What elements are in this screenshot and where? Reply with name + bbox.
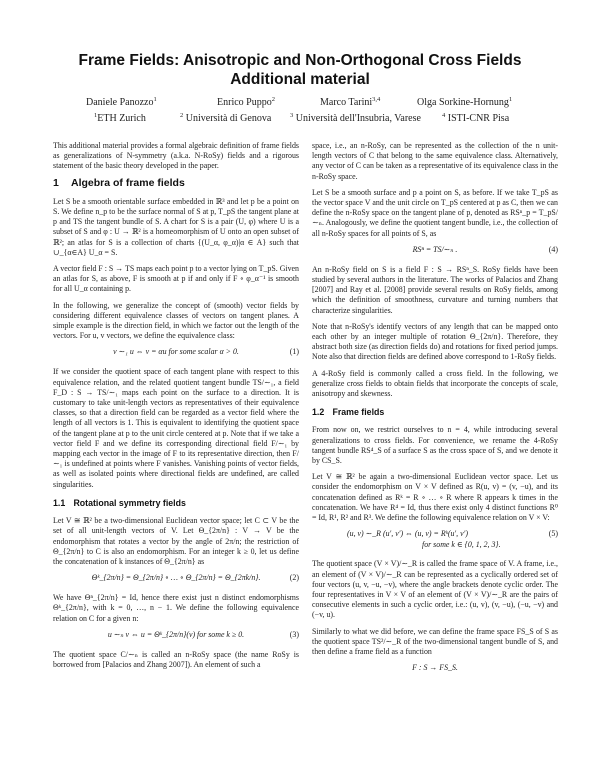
paragraph: From now on, we restrict ourselves to n = 4, while introducing several generalizations to cross fields. For convenience, we rename the 4-RoSy tangent bundle RS⁴_S of a surface S as the cross space of S, and we denote it by CS_S. (312, 425, 558, 466)
equation-1: v ∼₁ u ⇔ v = αu for some scalar α > 0. (1) (113, 347, 299, 357)
equation-5: (u, v) ∼_R (u′, v′) ⇔ (u, v) = Rᵏ(u′, v′) for some k ∈ {0, 1, 2, 3}. (5) (347, 529, 558, 550)
paragraph: A 4-RoSy field is commonly called a cross field. In the following, we generalize cross fields to obtain fields that incorporate the concepts of scale, anisotropy and skewness. (312, 368, 558, 399)
paragraph: A vector field F : S → TS maps each point p to a vector lying on T_pS. Given an atlas for S, as above, F is smooth at p if and only if F ∘ φ_α⁻¹ is smooth for all U_α containing p. (53, 264, 299, 294)
section-1-2-heading: 1.2 Frame fields (312, 407, 385, 418)
affiliation-3: $^3$ Università dell'Insubria, Varese (290, 112, 421, 124)
paragraph: Similarly to what we did before, we can define the frame space FS_S of S as the quotient space TS²/∼_R of the two-dimensional tangent bundle of S, and then define a frame field as a function (312, 626, 558, 656)
author-3: Marco Tarini$^{3,4}$ (320, 96, 381, 108)
section-1-heading: 1 Algebra of frame fields (53, 176, 185, 189)
paragraph: Let V ≅ ℝ² be a two-dimensional Euclidean vector space; let C ⊂ V be the set of all unit-length vectors of V. Let Θ_{2π/n} : V → V be the endomorphism that rotates a vector by the angle of 2π/n; the restriction of Θ_{2π/n} to C is also an endomorphism. For an integer k ≥ 0, let us define the concatenation of k instances of Θ_{2π/n} as (53, 516, 299, 566)
equation-4: RSⁿ = TS/∼ₙ . (4) (412, 244, 558, 254)
paragraph: If we consider the quotient space of each tangent plane with respect to this equivalence relation, and the related quotient tangent bundle TS/∼₁, a field F_D : S → TS/∼₁ maps each point on the surface to a direction. It is customary to take unit-length vectors as representatives of their equivalence classes, so that a direction field can be regarded as a vector field where the length of all vectors is 1. This is equivalent to identifying the quotient space of the tangent plane at p to the unit circle centered at p. Note that if we take a vector field F and we define its corresponding directional field F/∼₁ by mapping each vector in the image of F to its representative direction, then F/∼₁ is undefined at points where F vanishes. Vanishing points of vector fields, as well as isolated points where directional fields are undefined, are called singularities. (53, 367, 299, 489)
affiliation-4: $^4$ ISTI-CNR Pisa (442, 112, 510, 124)
paragraph: space, i.e., an n-RoSy, can be represented as the collection of the n unit-length vectors of C that belong to the same equivalence class. Alternatively, any vector of C can be taken as a representative of its equivalence class in the n-RoSy space. (312, 141, 558, 181)
paragraph: We have Θⁿ_{2π/n} = Id, hence there exist just n distinct endomorphisms Θᵏ_{2π/n}, with k = 0, …, n − 1. We define the following equivalence relation on C for a given n: (53, 593, 299, 623)
affiliation-1: $^1$ETH Zurich (94, 112, 146, 124)
paragraph: The quotient space C/∼ₙ is called an n-RoSy space (the name RoSy is borrowed from [Palacios and Zhang 2007]). An element of such a (53, 649, 299, 669)
right-column (312, 141, 558, 683)
equation-2: Θᵏ_{2π/n} = Θ_{2π/n} ∘ … ∘ Θ_{2π/n} = Θ_{2πk/n}. (2) (91, 573, 299, 583)
paragraph: Let V ≅ ℝ² be again a two-dimensional Euclidean vector space. Let us consider the endomorphism on V × V defined as R(u, v) = (v, −u), and its concatenation defined as Rᵏ = R ∘ … ∘ R where R appears k times in the concatenation. We have R⁴ = Id, thus there exist only 4 distinct functions R⁰ = Id, R¹, R² and R³. We define the following equivalence relation on V × V: (312, 472, 558, 523)
paper-subtitle: Additional material (230, 71, 370, 88)
equation-6: F : S → FS_S. (412, 663, 458, 673)
left-column (53, 141, 299, 676)
equation-3: u ∼ₙ v ⇔ u = Θᵏ_{2π/n}(v) for some k ≥ 0. (3) (107, 629, 299, 639)
paragraph: Let S be a smooth orientable surface embedded in ℝ³ and let p be a point on S. We define n_p to be the surface normal of S at p, T_pS the tangent plane at p and TS the tangent bundle of S. A chart for S is a pair (U, φ) where U is a subset of S and φ : U → ℝ² is a homeomorphism of U onto an open subset of ℝ²; an atlas for S is a collection of charts {(U_α, φ_α)|α ∈ A} such that ∪_{α∈A} U_α = S. (53, 196, 299, 257)
paragraph: An n-RoSy field on S is a field F : S → RSⁿ_S. RoSy fields have been studied by several authors in the literature. The works of Palacios and Zhang [2007] and Ray et al. [2008] provide several results on RoSy fields, among which the definition of smoothness, curvature and turning numbers that characterize singularities. (312, 264, 558, 315)
intro-paragraph: This additional material provides a formal algebraic definition of frame fields as generalizations of N-symmetry (a.k.a. N-RoSy) fields and a rigorous statement of the basic theory developed in the paper. (53, 141, 299, 171)
paper-title: Frame Fields: Anisotropic and Non-Orthogonal Cross Fields (78, 52, 522, 69)
paragraph: The quotient space (V × V)/∼_R is called the frame space of V. A frame, i.e., an element of (V × V)/∼_R can be represented as a cyclically ordered set of four vectors (u, v, −u, −v), where the angle brackets denote cyclic order. The four representatives in V × V of an element of (V × V)/∼_R are the pairs of consecutive elements in such a cyclic order, i.e.: (u, v), (v, −u), (−u, −v) and (−v, u). (312, 559, 558, 620)
author-4: Olga Sorkine-Hornung$^1$ (417, 96, 513, 108)
author-2: Enrico Puppo$^2$ (217, 96, 275, 108)
affiliation-2: $^2$ Università di Genova (180, 112, 272, 124)
paragraph: Let S be a smooth surface and p a point on S, as before. If we take T_pS as the vector space V and the unit circle on T_pS centered at p as C, then we can define the n-RoSy space on the tangent plane of p, denoted as RSⁿ_p = T_pS/∼ₙ. Analogously, we define the quotient tangent bundle, i.e., the collection of all n-RoSy spaces for all points of S, as (312, 187, 558, 238)
paragraph: In the following, we generalize the concept of (smooth) vector fields by considering different equivalence classes of vectors on tangent planes. A simple example is the direction field, in which we factor out the length of the vectors. For u, v vectors, we define the equivalence class: (53, 300, 299, 341)
author-1: Daniele Panozzo$^1$ (86, 96, 157, 108)
paragraph: Note that n-RoSy's identify vectors of any length that can be mapped onto each other by an integer multiple of rotation Θ_{2π/n}. Therefore, they abstract both size (as direction fields do) and rotations for fixed period jumps. Note also that direction fields are defined above correspond to 1-RoSy fields. (312, 321, 558, 362)
section-1-1-heading: 1.1 Rotational symmetry fields (53, 497, 186, 508)
